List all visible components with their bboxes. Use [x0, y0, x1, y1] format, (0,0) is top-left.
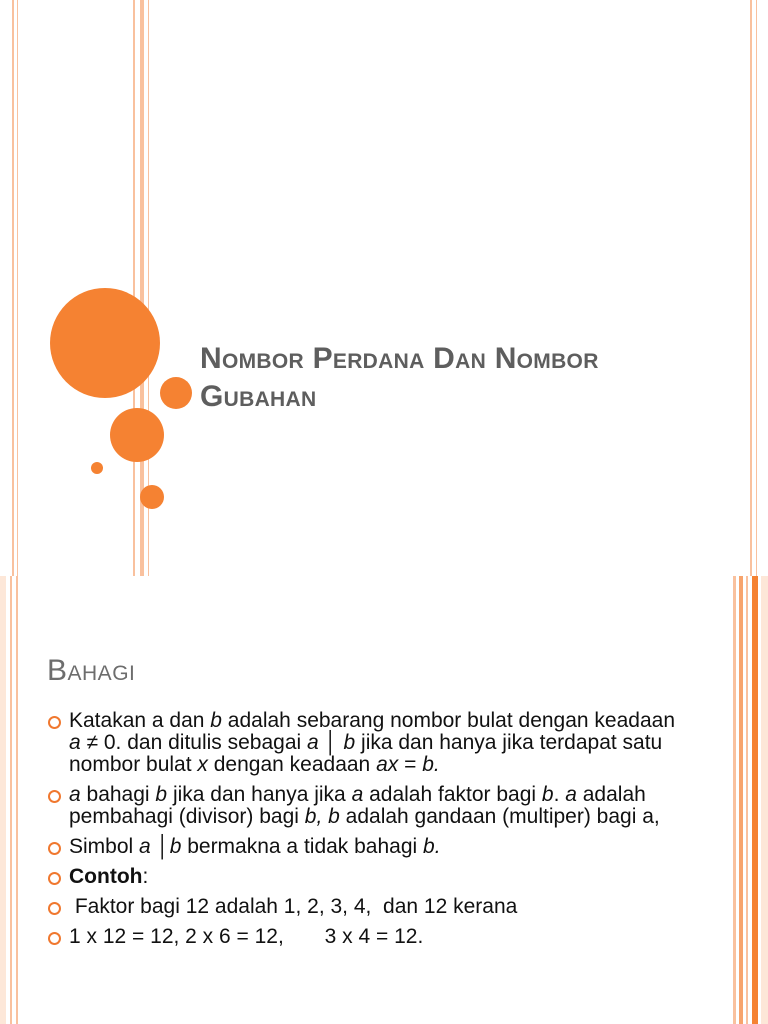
decorative-line — [12, 0, 14, 576]
title-line-2: Gubahan — [200, 380, 317, 413]
decorative-circle-medium — [110, 408, 164, 462]
bullet-circle-icon — [48, 716, 61, 729]
list-item: a bahagi b jika dan hanya jika a adalah faktor bagi b. a adalah pembahagi (divisor) bagi b, b adalah gandaan (multiper) bagi a, — [46, 784, 676, 828]
bullet-circle-icon — [48, 842, 61, 855]
decorative-line — [746, 576, 748, 1024]
decorative-circle-small — [140, 485, 164, 509]
decorative-line — [756, 0, 757, 576]
slide-title — [200, 340, 700, 416]
content-slide — [0, 576, 768, 1024]
list-item: Contoh: — [46, 866, 676, 888]
decorative-line — [761, 576, 768, 1024]
list-item: Faktor bagi 12 adalah 1, 2, 3, 4, dan 12 kerana — [46, 896, 676, 918]
list-item: Katakan a dan b adalah sebarang nombor bulat dengan keadaan a ≠ 0. dan ditulis sebagai a │ b jika dan hanya jika terdapat satu nombor bulat x dengan keadaan ax = b. — [46, 710, 676, 776]
decorative-line — [17, 0, 18, 576]
bullet-circle-icon — [48, 790, 61, 803]
decorative-line — [10, 576, 12, 1024]
decorative-line — [133, 0, 135, 576]
bullet-circle-icon — [48, 872, 61, 885]
decorative-line — [739, 576, 743, 1024]
list-item: Simbol a │b bermakna a tidak bahagi b. — [46, 836, 676, 858]
bullet-circle-icon — [48, 902, 61, 915]
decorative-circle-large — [50, 288, 160, 398]
decorative-line — [0, 576, 6, 1024]
decorative-circle-small — [160, 377, 192, 409]
decorative-line — [752, 576, 758, 1024]
decorative-line — [750, 0, 752, 576]
decorative-circle-tiny — [91, 462, 103, 474]
section-heading: Bahagi — [47, 654, 136, 687]
list-item: 1 x 12 = 12, 2 x 6 = 12, 3 x 4 = 12. — [46, 926, 676, 948]
decorative-line — [16, 576, 18, 1024]
bullet-list — [46, 710, 676, 956]
bullet-circle-icon — [48, 932, 61, 945]
title-line-1: Nombor Perdana Dan Nombor — [200, 342, 599, 375]
decorative-line — [733, 576, 736, 1024]
